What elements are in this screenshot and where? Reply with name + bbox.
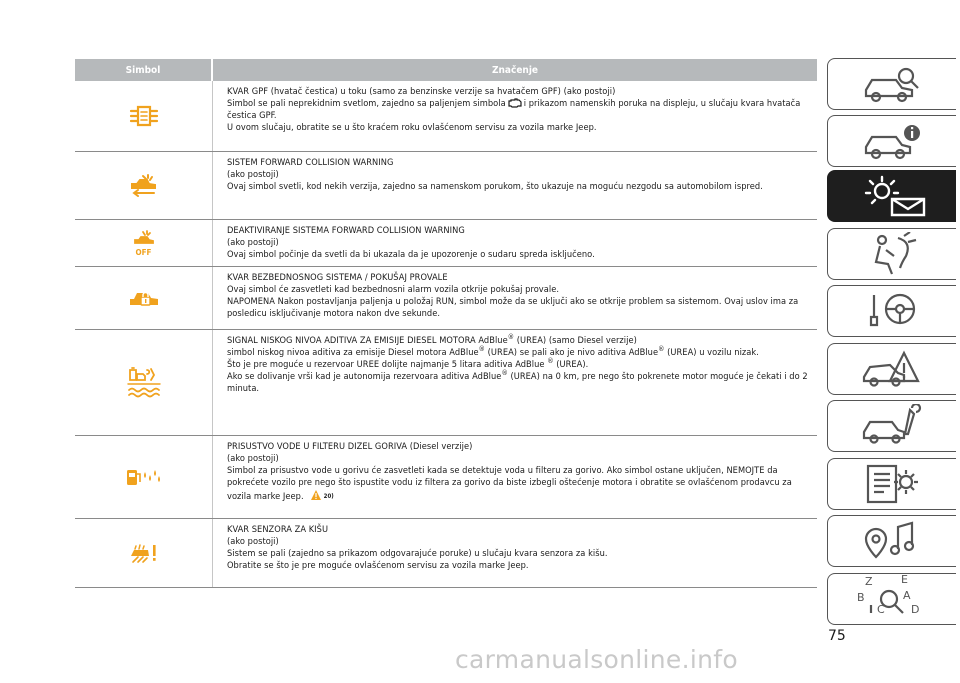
security-system-lock-icon <box>128 287 160 309</box>
row-text: Simbol za prisustvo vode u gorivu će zasvetleti kada se detektuje voda u filteru za gorivo. Ako simbol ostane uključen, NEMOJTE da pokrećete vozilo pre nego što ispustite vodu iz filtera za gorivo da biste izbegli oštećenje motora i obratite se ovlašćenom prodavcu za vozila marke Jeep. 20) <box>227 464 792 502</box>
tab-car-search[interactable] <box>827 58 956 110</box>
table-row <box>75 81 817 152</box>
row-text: (ako postoji) <box>227 535 279 547</box>
tab-airbag-safety[interactable] <box>827 228 956 280</box>
tab-index[interactable] <box>827 573 956 625</box>
row-title: KVAR BEZBEDNOSNOG SISTEMA / POKUŠAJ PROVALE <box>227 272 448 283</box>
tab-car-info[interactable] <box>827 115 956 167</box>
row-title: KVAR GPF (hvatač čestica) u toku (samo za benzinske verzije sa hvatačem GPF) (ako postoji) <box>227 86 616 97</box>
row-text: Ovaj simbol će zasvetleti kad bezbednosni alarm vozila otkrije pokušaj provale. <box>227 283 560 295</box>
row-text: Ovaj simbol počinje da svetli da bi ukazala da je upozorenje o sudaru spreda isključeno. <box>227 248 595 260</box>
table-header <box>75 59 817 81</box>
water-in-fuel-filter-icon <box>125 466 163 488</box>
row-text: Ovaj simbol svetli, kod nekih verzija, zajedno sa namenskom porukom, što ukazuje na moguću nezgodu sa automobilom ispred. <box>227 180 763 192</box>
column-header-meaning: Značenje <box>491 64 539 76</box>
row-text: NAPOMENA Nakon postavljanja paljenja u položaj RUN, simbol može da se uključi ako se otkrije problem sa sistemom. Ovaj uslov ima za posledicu isključivanje motora nakon dve sekunde. <box>227 295 799 319</box>
footnote-ref: 20) <box>323 492 334 500</box>
engine-check-icon <box>508 98 522 108</box>
tab-servicing[interactable] <box>827 400 956 452</box>
row-text: Ako se dolivanje vrši kad je autonomija rezervoara aditiva AdBlue® (UREA) na 0 km, pre nego što pokrenete motor moguće je čekati i do 2 minuta. <box>227 368 808 394</box>
row-text: (ako postoji) <box>227 452 279 464</box>
row-title: DEAKTIVIRANJE SISTEMA FORWARD COLLISION WARNING <box>227 225 465 236</box>
car-search-icon <box>860 64 924 104</box>
tab-emergency[interactable] <box>827 343 956 395</box>
forward-collision-off-icon <box>132 230 156 248</box>
row-title: PRISUSTVO VODE U FILTERU DIZEL GORIVA (Diesel verzije) <box>227 441 473 452</box>
tab-starting-driving[interactable] <box>827 285 956 337</box>
forward-collision-warning-icon <box>129 174 159 198</box>
watermark: carmanualsonline.info <box>455 645 738 674</box>
row-title: SIGNAL NISKOG NIVOA ADITIVA ZA EMISIJE DIESEL MOTORA AdBlue® (UREA) (samo Diesel verzije) <box>227 332 637 346</box>
row-title: SISTEM FORWARD COLLISION WARNING <box>227 157 394 168</box>
row-text: U ovom slučaju, obratite se u što kraćem roku ovlašćenom servisu za vozila marke Jeep. <box>227 121 597 133</box>
row-text: Obratite se što je pre moguće ovlašćenom servisu za vozila marke Jeep. <box>227 559 529 571</box>
page-number: 75 <box>828 628 846 644</box>
table-row <box>75 152 817 220</box>
row-title: KVAR SENZORA ZA KIŠU <box>227 524 329 535</box>
warning-light-message-icon <box>852 173 932 219</box>
table-row <box>75 519 817 588</box>
row-text: simbol niskog nivoa aditiva za emisije Diesel motora AdBlue® (UREA) se pali ako je nivo aditiva AdBlue® (UREA) u vozilu nizak. <box>227 344 759 358</box>
car-info-icon <box>860 121 924 161</box>
table-row <box>75 267 817 330</box>
row-text: Simbol se pali neprekidnim svetlom, zajedno sa paljenjem simbola i prikazom namenskih poruka na displeju, u slučaju kvara hvatača čestica GPF. <box>227 97 801 121</box>
alphabet-index-icon: Z E B A C D <box>857 577 927 621</box>
warning-symbols-table <box>75 59 817 588</box>
adblue-low-level-icon <box>126 366 162 400</box>
off-label: OFF <box>135 247 152 257</box>
steering-key-icon <box>860 289 924 333</box>
table-row <box>75 220 817 267</box>
tab-warning-lights[interactable] <box>827 170 956 222</box>
table-row <box>75 330 817 436</box>
row-text: (ako postoji) <box>227 168 279 180</box>
row-text: Sistem se pali (zajedno sa prikazom odgovarajuće poruke) u slučaju kvara senzora za kišu. <box>227 547 608 559</box>
row-text: Što je pre moguće u rezervoar UREE dolijte najmanje 5 litara aditiva AdBlue ® (UREA). <box>227 356 589 370</box>
navigation-music-icon <box>860 519 924 563</box>
car-service-icon <box>860 404 924 448</box>
row-text: (ako postoji) <box>227 236 279 248</box>
table-row <box>75 436 817 519</box>
airbag-seat-icon <box>860 232 924 276</box>
warning-triangle-icon <box>310 489 322 501</box>
particulate-filter-warning-icon <box>129 105 159 127</box>
rain-sensor-fault-icon <box>129 542 159 564</box>
tab-multimedia[interactable] <box>827 515 956 567</box>
magnifier-icon <box>857 577 927 621</box>
specs-list-gear-icon <box>860 462 924 506</box>
column-header-symbol: Simbol <box>75 59 213 81</box>
car-breakdown-icon <box>860 347 924 391</box>
tab-technical-data[interactable] <box>827 458 956 510</box>
